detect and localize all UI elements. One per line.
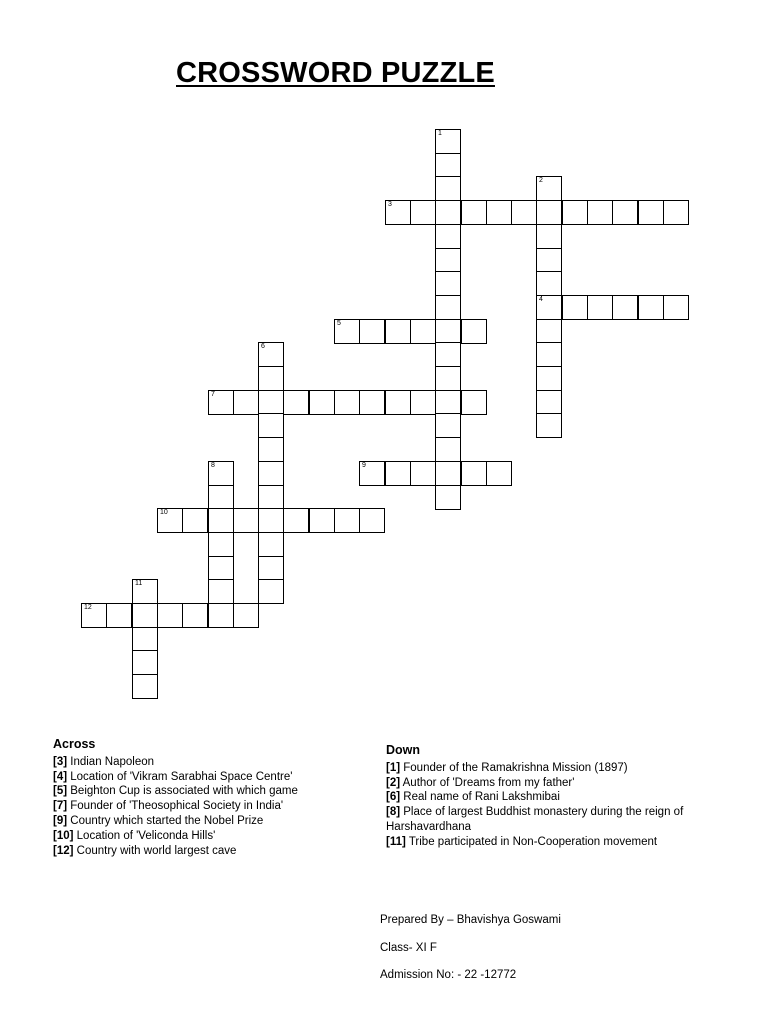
grid-cell[interactable] [536, 295, 562, 320]
grid-cell[interactable] [132, 674, 158, 699]
class-info: Class- XI F [380, 942, 437, 954]
grid-cell[interactable] [258, 413, 284, 438]
grid-cell[interactable] [461, 461, 487, 486]
clue-number: 12 [84, 604, 92, 611]
grid-cell[interactable] [435, 153, 461, 178]
grid-cell[interactable] [106, 603, 132, 628]
grid-cell[interactable] [536, 176, 562, 201]
grid-cell[interactable] [536, 200, 562, 225]
grid-cell[interactable] [410, 461, 436, 486]
grid-cell[interactable] [536, 342, 562, 367]
clue-number: 5 [337, 320, 341, 327]
grid-cell[interactable] [536, 319, 562, 344]
grid-cell[interactable] [486, 200, 512, 225]
clue-number: 1 [438, 130, 442, 137]
grid-cell[interactable] [208, 532, 234, 557]
grid-cell[interactable] [208, 603, 234, 628]
across-clue-7: [7] Founder of 'Theosophical Society in India' [53, 800, 284, 813]
across-clues [53, 737, 353, 858]
grid-cell[interactable] [132, 627, 158, 652]
grid-cell[interactable] [435, 200, 461, 225]
down-clue-11: [11] Tribe participated in Non-Cooperation movement [386, 835, 658, 848]
across-clue-9: [9] Country which started the Nobel Prize [53, 814, 264, 827]
grid-cell[interactable] [385, 390, 411, 415]
grid-cell[interactable] [334, 319, 360, 344]
grid-cell[interactable] [536, 413, 562, 438]
clue-number: 3 [388, 201, 392, 208]
grid-cell[interactable] [638, 200, 664, 225]
grid-cell[interactable] [258, 556, 284, 581]
grid-cell[interactable] [435, 224, 461, 249]
grid-cell[interactable] [385, 461, 411, 486]
grid-cell[interactable] [334, 390, 360, 415]
grid-cell[interactable] [410, 200, 436, 225]
grid-cell[interactable] [435, 248, 461, 273]
grid-cell[interactable] [536, 248, 562, 273]
grid-cell[interactable] [511, 200, 537, 225]
grid-cell[interactable] [435, 342, 461, 367]
grid-cell[interactable] [663, 295, 689, 320]
across-clue-10: [10] Location of 'Veliconda Hills' [53, 829, 216, 842]
down-clue-6: [6] Real name of Rani Lakshmibai [386, 791, 560, 804]
grid-cell[interactable] [208, 461, 234, 486]
grid-cell[interactable] [435, 413, 461, 438]
grid-cell[interactable] [612, 295, 638, 320]
grid-cell[interactable] [536, 366, 562, 391]
grid-cell[interactable] [157, 508, 183, 533]
clue-number: 4 [539, 296, 543, 303]
down-clue-1: [1] Founder of the Ramakrishna Mission (1897) [386, 761, 628, 774]
grid-cell[interactable] [410, 390, 436, 415]
grid-cell[interactable] [536, 390, 562, 415]
grid-cell[interactable] [258, 508, 284, 533]
grid-cell[interactable] [587, 295, 613, 320]
grid-cell[interactable] [309, 390, 335, 415]
grid-cell[interactable] [435, 437, 461, 462]
grid-cell[interactable] [258, 390, 284, 415]
grid-cell[interactable] [258, 461, 284, 486]
grid-cell[interactable] [132, 650, 158, 675]
grid-cell[interactable] [638, 295, 664, 320]
down-clues [386, 743, 726, 850]
grid-cell[interactable] [208, 485, 234, 510]
grid-cell[interactable] [359, 461, 385, 486]
grid-cell[interactable] [233, 390, 259, 415]
across-clue-3: [3] Indian Napoleon [53, 755, 155, 768]
grid-cell[interactable] [536, 271, 562, 296]
grid-cell[interactable] [435, 366, 461, 391]
grid-cell[interactable] [208, 508, 234, 533]
grid-cell[interactable] [81, 603, 107, 628]
grid-cell[interactable] [562, 200, 588, 225]
grid-cell[interactable] [435, 390, 461, 415]
grid-cell[interactable] [283, 508, 309, 533]
grid-cell[interactable] [208, 390, 234, 415]
grid-cell[interactable] [208, 579, 234, 604]
grid-cell[interactable] [486, 461, 512, 486]
clue-number: 10 [160, 509, 168, 516]
page-title: CROSSWORD PUZZLE [176, 57, 495, 89]
grid-cell[interactable] [359, 319, 385, 344]
clue-number: 9 [362, 462, 366, 469]
admission-number: Admission No: - 22 -12772 [380, 969, 517, 981]
grid-cell[interactable] [334, 508, 360, 533]
clue-number: 11 [135, 580, 143, 587]
grid-cell[interactable] [359, 508, 385, 533]
grid-cell[interactable] [283, 390, 309, 415]
grid-cell[interactable] [233, 508, 259, 533]
clue-number: 8 [211, 462, 215, 469]
grid-cell[interactable] [536, 224, 562, 249]
grid-cell[interactable] [258, 366, 284, 391]
grid-cell[interactable] [157, 603, 183, 628]
grid-cell[interactable] [435, 485, 461, 510]
grid-cell[interactable] [435, 271, 461, 296]
grid-cell[interactable] [258, 532, 284, 557]
grid-cell[interactable] [182, 603, 208, 628]
grid-cell[interactable] [435, 176, 461, 201]
clue-number: 7 [211, 391, 215, 398]
grid-cell[interactable] [309, 508, 335, 533]
grid-cell[interactable] [461, 390, 487, 415]
across-clue-5: [5] Beighton Cup is associated with which game [53, 785, 298, 798]
grid-cell[interactable] [385, 200, 411, 225]
across-clue-4: [4] Location of 'Vikram Sarabhai Space Centre' [53, 770, 293, 783]
across-heading: Across [53, 737, 96, 751]
grid-cell[interactable] [461, 319, 487, 344]
down-clue-2: [2] Author of 'Dreams from my father' [386, 776, 575, 789]
clue-number: 6 [261, 343, 265, 350]
down-heading: Down [386, 743, 421, 757]
grid-cell[interactable] [132, 603, 158, 628]
down-clue-8: [8] Place of largest Buddhist monastery during the reign of Harshavardhana [386, 806, 684, 833]
grid-cell[interactable] [258, 342, 284, 367]
grid-cell[interactable] [359, 390, 385, 415]
clue-number: 2 [539, 177, 543, 184]
grid-cell[interactable] [258, 579, 284, 604]
grid-cell[interactable] [435, 461, 461, 486]
across-clue-12: [12] Country with world largest cave [53, 844, 237, 857]
grid-cell[interactable] [562, 295, 588, 320]
grid-cell[interactable] [258, 485, 284, 510]
grid-cell[interactable] [182, 508, 208, 533]
grid-cell[interactable] [385, 319, 411, 344]
grid-cell[interactable] [435, 129, 461, 154]
prepared-by: Prepared By – Bhavishya Goswami [380, 914, 561, 926]
grid-cell[interactable] [435, 319, 461, 344]
grid-cell[interactable] [233, 603, 259, 628]
grid-cell[interactable] [461, 200, 487, 225]
grid-cell[interactable] [132, 579, 158, 604]
grid-cell[interactable] [208, 556, 234, 581]
grid-cell[interactable] [410, 319, 436, 344]
grid-cell[interactable] [612, 200, 638, 225]
grid-cell[interactable] [258, 437, 284, 462]
grid-cell[interactable] [663, 200, 689, 225]
grid-cell[interactable] [435, 295, 461, 320]
grid-cell[interactable] [587, 200, 613, 225]
